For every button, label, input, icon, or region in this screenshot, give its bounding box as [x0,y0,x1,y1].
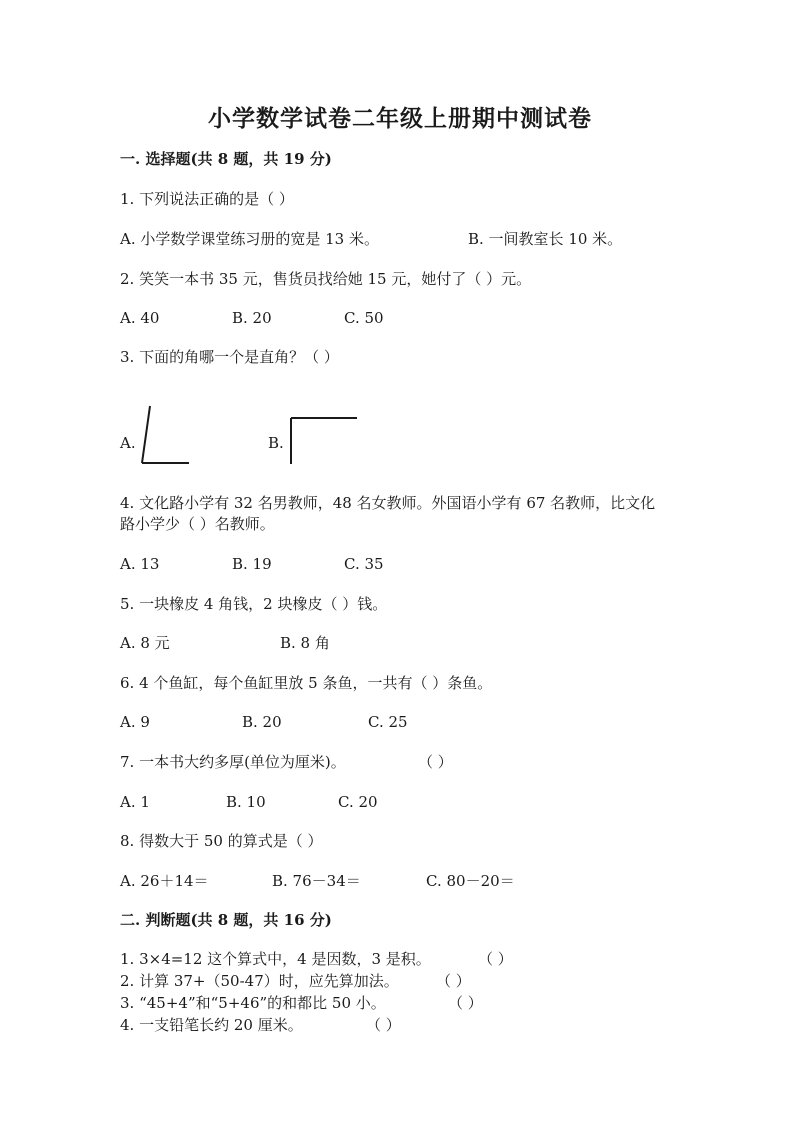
judge-item-3-text: 3. “45+4”和“5+46”的和都比 50 小。 [120,994,386,1012]
question-1-stem: 1. 下列说法正确的是（ ） [120,190,294,208]
question-4-stem-line-2: 路小学少（ ）名教师。 [120,515,275,533]
question-4-option-a: A. 13 [120,555,160,573]
judge-item-1-blank: （ ） [478,950,513,968]
question-8-option-a: A. 26＋14＝ [120,872,209,890]
question-4-option-b: B. 19 [232,555,272,573]
question-6-option-c: C. 25 [368,713,408,731]
question-1-option-b: B. 一间教室长 10 米。 [468,230,623,248]
question-4-option-c: C. 35 [344,555,384,573]
judge-item-3-blank: （ ） [448,994,483,1012]
question-5-option-b: B. 8 角 [280,634,330,652]
judge-item-1-text: 1. 3×4=12 这个算式中，4 是因数，3 是积。 [120,950,431,968]
judge-item-2-text: 2. 计算 37+（50-47）时，应先算加法。 [120,972,399,990]
judge-item-4-text: 4. 一支铅笔长约 20 厘米。 [120,1016,303,1034]
question-2-option-b: B. 20 [232,309,272,327]
question-8-stem: 8. 得数大于 50 的算式是（ ） [120,832,323,850]
question-2-option-a: A. 40 [120,309,160,327]
question-1-option-a: A. 小学数学课堂练习册的宽是 13 米。 [120,230,379,248]
question-6-option-b: B. 20 [242,713,282,731]
question-7-option-c: C. 20 [338,793,378,811]
judge-item-2-blank: （ ） [436,972,471,990]
question-2-option-c: C. 50 [344,309,384,327]
question-3-option-b: B. [268,434,284,452]
question-6-option-a: A. 9 [120,713,150,731]
question-8-option-c: C. 80－20＝ [426,872,515,890]
question-7-option-a: A. 1 [120,793,150,811]
question-3-stem: 3. 下面的角哪一个是直角？（ ） [120,348,339,366]
angle-b-figure [286,414,362,468]
section-heading-choice: 一. 选择题(共 8 题，共 19 分) [120,150,332,168]
question-6-stem: 6. 4 个鱼缸，每个鱼缸里放 5 条鱼，一共有（ ）条鱼。 [120,674,493,692]
question-2-stem: 2. 笑笑一本书 35 元，售货员找给她 15 元，她付了（ ）元。 [120,270,532,288]
angle-a-figure [138,403,194,467]
question-7-stem: 7. 一本书大约多厚(单位为厘米)。 [120,753,346,771]
question-4-stem-line-1: 4. 文化路小学有 32 名男教师，48 名女教师。外国语小学有 67 名教师，比文化 [120,494,656,512]
question-7-answer-blank: （ ） [418,753,453,771]
question-5-option-a: A. 8 元 [120,634,170,652]
angle-a-ray-1 [142,406,150,463]
question-3-option-a: A. [120,434,136,452]
question-8-option-b: B. 76－34＝ [272,872,361,890]
question-5-stem: 5. 一块橡皮 4 角钱，2 块橡皮（ ）钱。 [120,595,388,613]
question-7-option-b: B. 10 [226,793,266,811]
section-heading-true-false: 二. 判断题(共 8 题，共 16 分) [120,911,332,929]
judge-item-4-blank: （ ） [366,1016,401,1034]
page-title: 小学数学试卷二年级上册期中测试卷 [208,105,592,132]
